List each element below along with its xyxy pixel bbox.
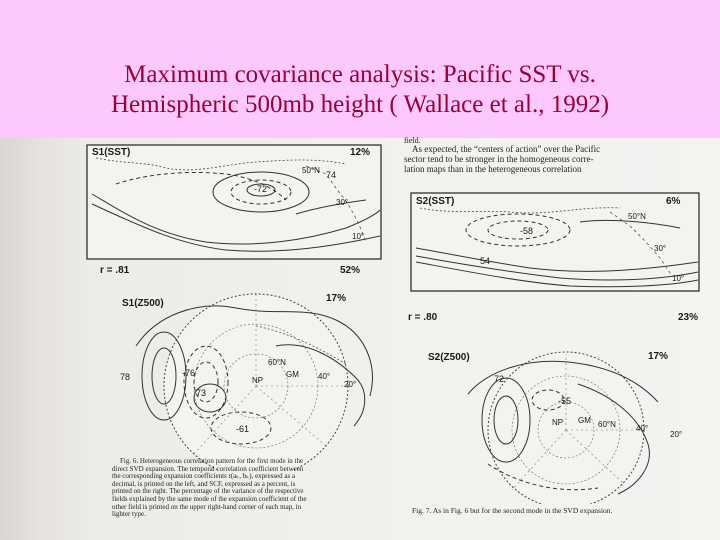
s1-z500-lat-2: 40° (318, 372, 331, 381)
s2-sst-lat-3: 10° (672, 274, 685, 283)
s1-z500-label: S1(Z500) (122, 298, 164, 309)
s1-scf-pct: 52% (340, 265, 361, 276)
s2-z500-np: NP (552, 418, 564, 427)
s1-r-value: r = .81 (100, 265, 130, 276)
s1-z500-pct: 17% (326, 293, 347, 304)
caption6-line-5: printed on the right. The percentage of the variance of the respective (112, 487, 304, 496)
s2-sst-pct: 6% (666, 196, 681, 207)
s2-z500-contour-2: -55 (558, 396, 572, 406)
caption-fig6 (112, 458, 306, 519)
caption6-line-6: fields explained by the same mode of the expansion coefficient of the (112, 494, 307, 503)
right-text-line-3: lation maps than in the heterogeneous correlation (404, 164, 582, 174)
s1-sst-pct: 12% (350, 147, 371, 158)
s1-z500-np: NP (252, 376, 264, 385)
caption-fig7: Fig. 7. As in Fig. 6 but for the second mode in the SVD expansion. (412, 506, 613, 515)
s2-z500-pct: 17% (648, 351, 669, 362)
s2-scf-pct: 23% (678, 312, 699, 323)
s2-sst-map (410, 192, 700, 292)
s2-z500-label: S2(Z500) (428, 352, 470, 363)
s2-z500-lat-1: 60°N (598, 420, 616, 429)
s1-z500-contour-1: 78 (120, 372, 131, 382)
s1-sst-label: S1(SST) (92, 147, 131, 158)
s2-z500-contour-1: 72 (494, 374, 505, 384)
s2-sst-contour-2: 54 (480, 256, 491, 266)
s2-sst-label: S2(SST) (416, 196, 455, 207)
title-line-2: Hemispheric 500mb height ( Wallace et al., 1992) (110, 91, 610, 118)
s1-z500-contour-3: 73 (196, 388, 207, 398)
slide-title (0, 60, 720, 120)
s2-sst-lat-1: 50°N (628, 212, 646, 221)
s1-sst-lat-2: 30° (336, 198, 349, 207)
s1-sst-lat-3: 10° (352, 232, 365, 241)
right-text-line-2: sector tend to be stronger in the homogeneous corre- (404, 154, 594, 164)
caption6-line-1: Fig. 6. Heterogeneous correlation pattern for the first mode in the (120, 457, 304, 465)
caption6-line-8: lighter type. (112, 510, 146, 519)
s1-sst-contour-2: 74 (326, 170, 337, 180)
caption6-line-4: decimal, is printed on the left, and SCF, expressed as a percent, is (112, 479, 296, 488)
s1-z500-contour-4: -61 (236, 424, 250, 434)
s1-z500-lat-3: 20° (344, 380, 357, 389)
s2-r-value: r = .80 (408, 312, 438, 323)
s2-z500-lat-3: 20° (670, 430, 683, 439)
s1-z500-lat-1: 60°N (268, 358, 286, 367)
s2-z500-lat-2: 40° (636, 424, 649, 433)
s1-sst-lat-1: 50°N (302, 166, 320, 175)
s1-sst-contour-1: -72 (254, 184, 268, 194)
caption6-line-3: the corresponding expansion coefficients r(aₖ, bₖ), expressed as a (112, 472, 296, 481)
s1-z500-contour-2: -76 (182, 368, 196, 378)
caption6-line-7: other field is printed on the upper right-hand corner of each map, in (112, 502, 302, 511)
s2-z500-gm: GM (578, 416, 591, 425)
right-text-line-0: field. (404, 136, 421, 145)
s2-z500-map (428, 344, 700, 504)
right-text-line-1: As expected, the “centers of action” over the Pacific (412, 144, 601, 154)
title-line-1: Maximum covariance analysis: Pacific SST vs. (124, 61, 596, 88)
s2-sst-lat-2: 30° (654, 244, 667, 253)
caption6-line-2: direct SVD expansion. The temporal correlation coefficient between (112, 464, 304, 473)
s1-z500-gm: GM (286, 370, 299, 379)
s2-sst-contour-1: -58 (520, 226, 534, 236)
